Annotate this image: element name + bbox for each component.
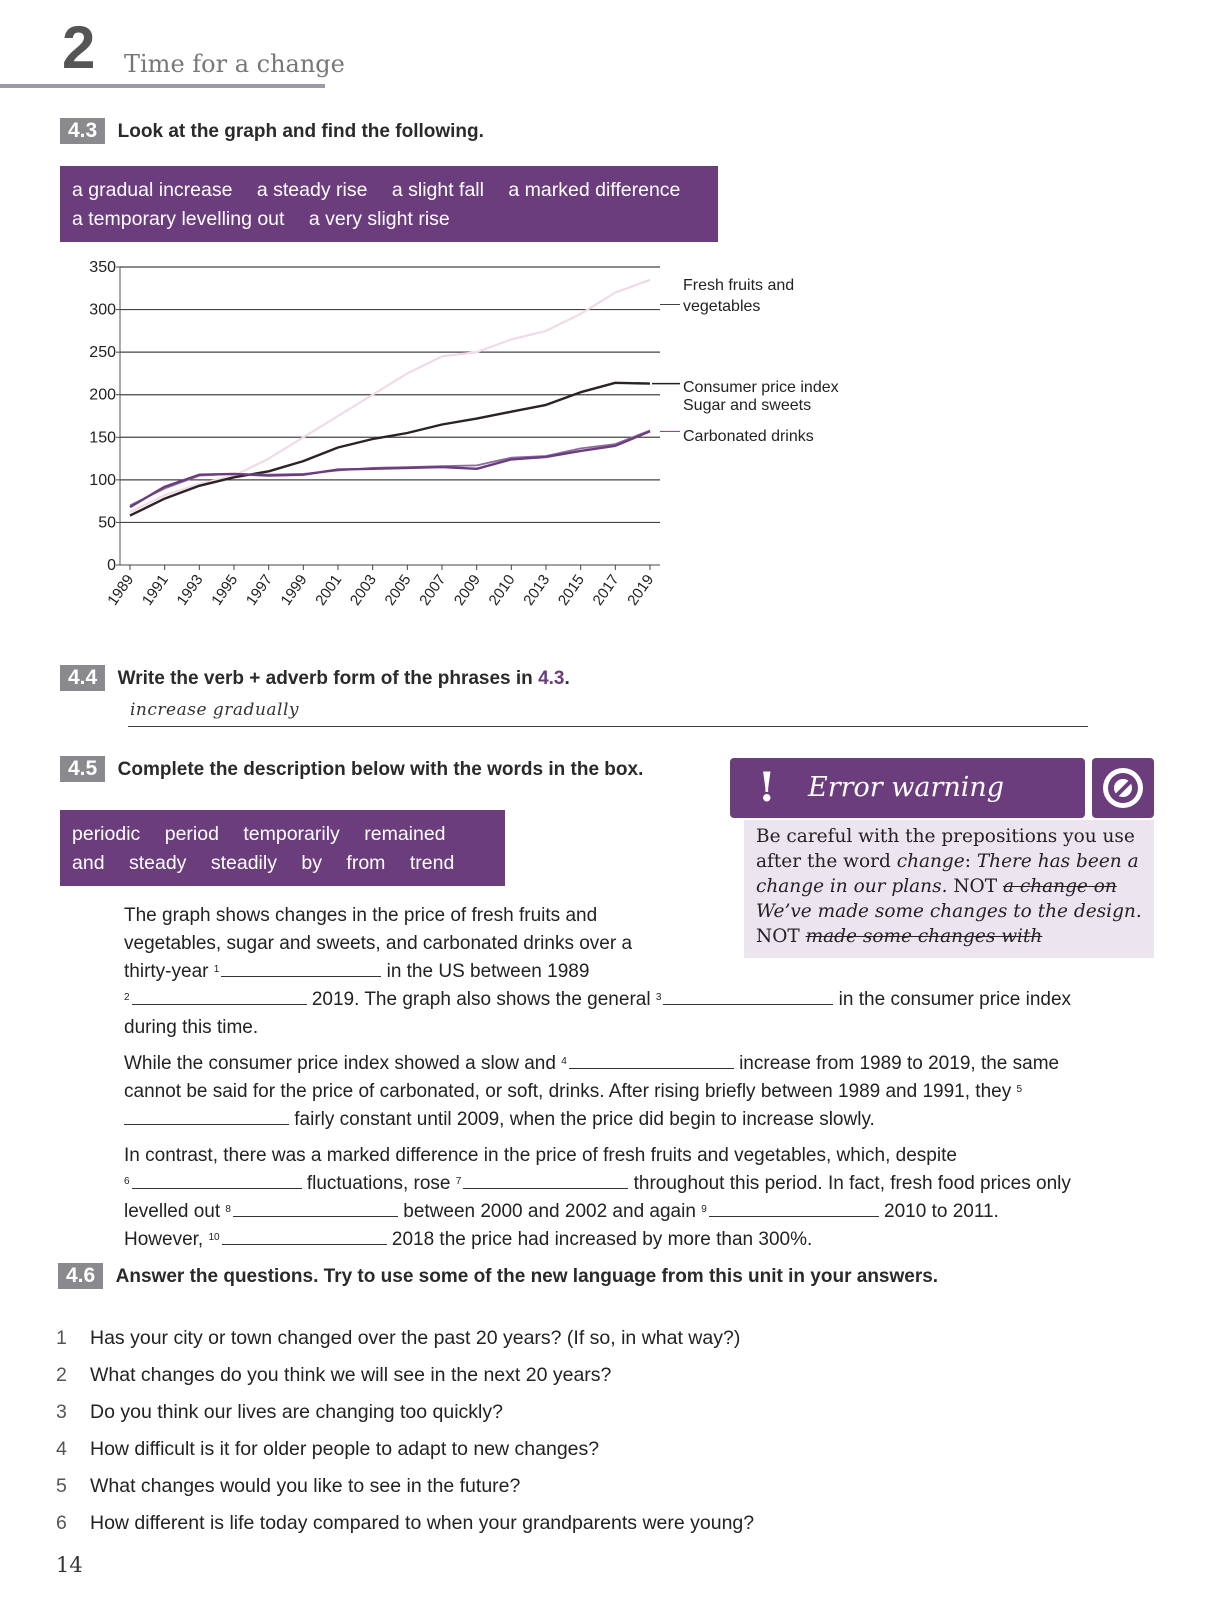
word-chip: from	[346, 852, 386, 874]
legend-label: Fresh fruits and	[683, 277, 795, 294]
ex-instruction: Complete the description below with the words in the box.	[117, 759, 644, 780]
x-tick-label: 2007	[416, 571, 450, 609]
y-tick-label: 200	[89, 386, 116, 404]
ex-instruction: Look at the graph and find the following.	[117, 121, 484, 142]
ex-instruction: Answer the questions. Try to use some of the new language from this unit in your answers.	[115, 1266, 939, 1287]
x-tick-label: 1997	[242, 571, 276, 609]
list-item: 3 Do you think our lives are changing too quickly?	[56, 1401, 503, 1423]
blank-9[interactable]	[709, 1198, 879, 1217]
error-warning-title: Error warning	[808, 772, 1005, 803]
ex-4-3-word-box	[60, 166, 718, 242]
unit-title: Time for a change	[124, 50, 345, 78]
blank-5[interactable]	[124, 1106, 289, 1125]
x-tick-label: 2019	[624, 571, 658, 609]
series-line-1	[130, 383, 650, 516]
ex-number: 4.6	[58, 1263, 103, 1289]
error-warning-text: Be careful with the prepositions you use after the word change: There has been a change in our plans. NOT a change on We’ve made some changes to the design. NOT made some changes with	[744, 820, 1154, 958]
x-tick-label: 2009	[450, 571, 484, 609]
blank-6[interactable]	[132, 1170, 302, 1189]
y-tick-label: 250	[89, 344, 116, 362]
list-item: 2 What changes do you think we will see in the next 20 years?	[56, 1364, 612, 1386]
legend-cpi: Consumer price index	[683, 379, 839, 396]
word-chip: a gradual increase	[72, 179, 233, 201]
series-line-3	[130, 431, 650, 507]
word-chip: remained	[364, 823, 446, 845]
desc-paragraph-3: In contrast, there was a marked difference in the price of fresh fruits and vegetables, which, despite $^6$ fluctuations, rose $^7$ throughout this period. In fact, fresh food prices only levelled out $^8$ between 2000 and 2002 and again $^9$ 2010 to 2011. However, $^{10}$ 2018 the price had increased by more than 300%.	[124, 1145, 1071, 1250]
word-chip: temporarily	[243, 823, 340, 845]
error-warning-header	[730, 758, 1085, 818]
word-chip: a temporary levelling out	[72, 208, 285, 230]
word-chip: steadily	[210, 852, 277, 874]
description-text	[124, 902, 1074, 1262]
ex-4-5-heading	[60, 756, 643, 782]
y-tick-label: 300	[89, 301, 116, 319]
legend-sugar: Sugar and sweets	[683, 397, 812, 414]
list-item: 6 How different is life today compared to when your grandparents were young?	[56, 1512, 755, 1534]
list-item: 4 How difficult is it for older people to adapt to new changes?	[56, 1438, 600, 1460]
blank-8[interactable]	[233, 1198, 398, 1217]
x-tick-label: 2010	[485, 571, 519, 609]
x-tick-label: 2017	[589, 571, 623, 609]
unit-number: 2	[62, 14, 96, 81]
ex-4-6-heading	[58, 1263, 938, 1289]
blank-3[interactable]	[663, 986, 833, 1005]
desc-paragraph-2: While the consumer price index showed a slow and $^4$ increase from 1989 to 2019, the same cannot be said for the price of carbonated, or soft, drinks. After rising briefly between 1989 and 1991, they $^5$ fairly constant until 2009, when the price did begin to increase slowly.	[124, 1050, 1074, 1134]
word-chip: a marked difference	[508, 179, 681, 201]
word-chip: periodic	[72, 823, 141, 845]
legend-label: vegetables	[683, 298, 761, 315]
ex-reference: 4.3	[538, 668, 565, 689]
list-item: 5 What changes would you like to see in the future?	[56, 1475, 521, 1497]
chart-grid	[120, 267, 660, 565]
blank-1[interactable]	[221, 958, 381, 977]
page-number: 14	[56, 1553, 83, 1577]
x-tick-label: 2015	[554, 571, 588, 609]
target-badge	[1092, 758, 1154, 818]
list-item: 1 Has your city or town changed over the past 20 years? (If so, in what way?)	[56, 1327, 741, 1349]
word-chip: a steady rise	[256, 179, 368, 201]
x-tick-label: 1995	[208, 571, 242, 609]
ex-4-5-word-box	[60, 810, 505, 886]
ex-number: 4.3	[60, 118, 105, 144]
x-tick-label: 2005	[381, 571, 415, 609]
word-chip: a very slight rise	[308, 208, 450, 230]
word-chip: and	[72, 852, 105, 874]
ex-4-4-heading: 4.4 Write the verb + adverb form of the phrases in 4.3.	[60, 665, 570, 691]
x-tick-label: 2001	[312, 571, 346, 609]
word-chip: by	[301, 852, 322, 874]
question-list	[56, 1320, 1156, 1542]
target-icon	[1092, 758, 1154, 818]
blank-2[interactable]	[132, 986, 307, 1005]
answer-line[interactable]	[128, 700, 1088, 727]
y-tick-label: 50	[98, 514, 116, 532]
x-tick-label: 1999	[277, 571, 311, 609]
x-tick-label: 2013	[520, 571, 554, 609]
x-tick-label: 2003	[346, 571, 380, 609]
x-tick-label: 1991	[138, 571, 172, 609]
y-tick-label: 100	[89, 471, 116, 489]
price-line-chart	[60, 255, 680, 640]
ex-number: 4.5	[60, 756, 105, 782]
x-tick-label: 1989	[104, 571, 138, 609]
blank-4[interactable]	[569, 1050, 734, 1069]
ex-number: 4.4	[60, 665, 105, 691]
y-tick-label: 350	[89, 259, 116, 276]
ex-instruction: Write the verb + adverb form of the phrases in	[117, 668, 539, 689]
exclamation-icon: !	[758, 764, 776, 811]
legend-fresh-fruits	[683, 275, 794, 317]
unit-rule	[0, 84, 325, 88]
example-answer: increase gradually	[130, 700, 300, 720]
desc-paragraph-1: The graph shows changes in the price of fresh fruits and vegetables, sugar and sweets, and carbonated drinks over a thirty-year $^1$ in the US between 1989 $^2$ 2019. The graph also shows the general $^3$ in the consumer price index during this time.	[124, 905, 1072, 1038]
blank-10[interactable]	[222, 1226, 387, 1245]
chart-y-axis	[89, 259, 120, 574]
y-tick-label: 150	[89, 429, 116, 447]
word-chip: trend	[409, 852, 455, 874]
y-tick-label: 0	[107, 557, 116, 574]
chart-x-axis	[104, 565, 657, 609]
word-chip: a slight fall	[391, 179, 484, 201]
blank-7[interactable]	[463, 1170, 628, 1189]
legend-carbonated: Carbonated drinks	[683, 428, 814, 445]
word-chip: period	[164, 823, 219, 845]
word-chip: steady	[128, 852, 187, 874]
ex-4-3-heading	[60, 118, 484, 144]
x-tick-label: 1993	[173, 571, 207, 609]
